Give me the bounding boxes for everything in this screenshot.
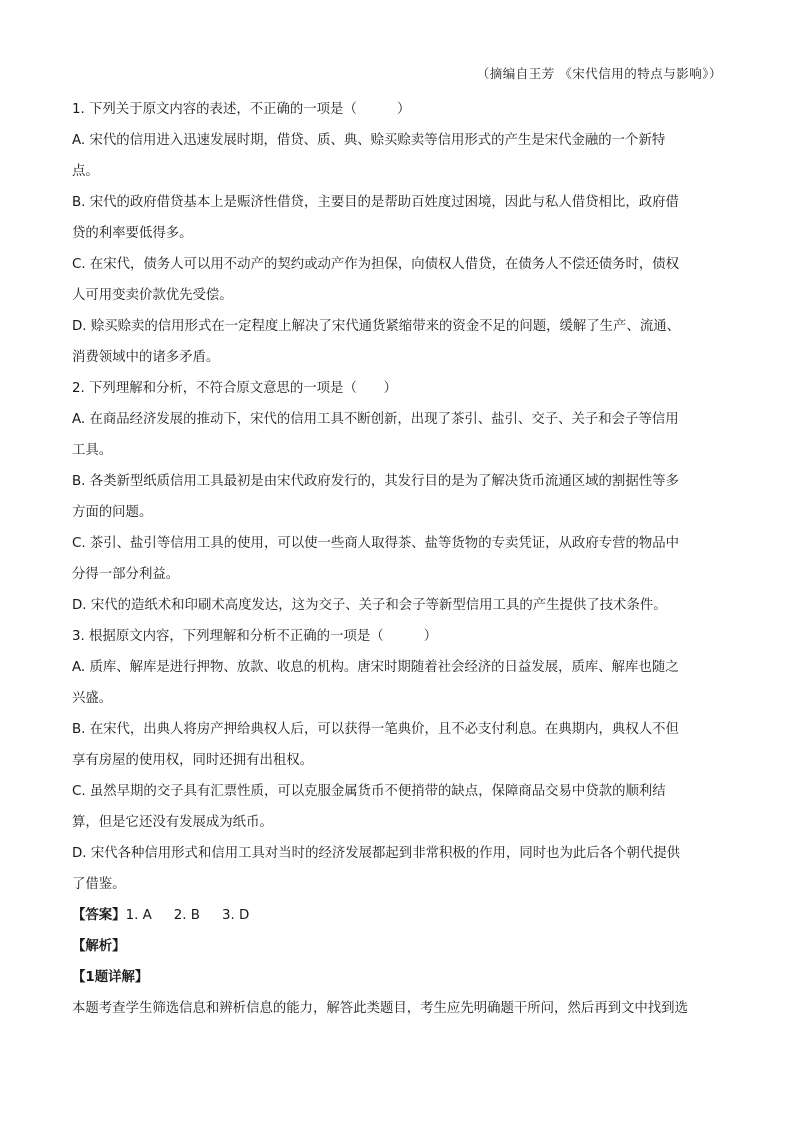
q1-option-b-cont: 贷的利率要低得多。 — [72, 226, 193, 241]
q1-option-d: D. 赊买赊卖的信用形式在一定程度上解决了宋代通货紧缩带来的资金不足的问题，缓解了生产、流通、 — [72, 319, 681, 334]
q2-option-a-cont: 工具。 — [72, 443, 113, 458]
q1-option-c-cont: 人可用变卖价款优先受偿。 — [72, 288, 233, 303]
q2-option-c-cont: 分得一部分利益。 — [72, 567, 180, 582]
q2-option-a: A. 在商品经济发展的推动下，宋代的信用工具不断创新，出现了茶引、盐引、交子、关子和会子等信用 — [72, 412, 679, 427]
q1-option-b: B. 宋代的政府借贷基本上是赈济性借贷，主要目的是帮助百姓度过困境，因此与私人借贷相比，政府借 — [72, 195, 679, 210]
source-citation: （摘编自王芳 《宋代信用的特点与影响》） — [476, 66, 722, 81]
answer-item-1: 1. A — [125, 908, 152, 923]
q3-option-b-cont: 享有房屋的使用权，同时还拥有出租权。 — [72, 753, 314, 768]
q2-option-d: D. 宋代的造纸术和印刷术高度发达，这为交子、关子和会子等新型信用工具的产生提供了技术条件。 — [72, 598, 667, 613]
q3-option-a-cont: 兴盛。 — [72, 691, 113, 706]
answer-label: 【答案】 — [72, 908, 126, 923]
q1-option-a: A. 宋代的信用进入迅速发展时期，借贷、质、典、赊买赊卖等信用形式的产生是宋代金融的一个新特 — [72, 133, 666, 148]
detail-text: 本题考查学生筛选信息和辨析信息的能力，解答此类题目，考生应先明确题干所问，然后再到文中找到选 — [72, 1001, 688, 1016]
answer-item-2: 2. B — [173, 908, 200, 923]
q1-option-d-cont: 消费领域中的诸多矛盾。 — [72, 350, 220, 365]
q2-option-b-cont: 方面的问题。 — [72, 505, 153, 520]
q3-option-a: A. 质库、解库是进行押物、放款、收息的机构。唐宋时期随着社会经济的日益发展，质库、解库也随之 — [72, 660, 679, 675]
document-page — [72, 64, 722, 1024]
q2-option-c: C. 茶引、盐引等信用工具的使用，可以使一些商人取得茶、盐等货物的专卖凭证，从政府专营的物品中 — [72, 536, 680, 551]
q2-option-b: B. 各类新型纸质信用工具最初是由宋代政府发行的，其发行目的是为了解决货币流通区域的割据性等多 — [72, 474, 679, 489]
q3-option-d: D. 宋代各种信用形式和信用工具对当时的经济发展都起到非常积极的作用，同时也为此后各个朝代提供 — [72, 846, 681, 861]
q1-option-a-cont: 点。 — [72, 164, 99, 179]
q3-stem: 3. 根据原文内容，下列理解和分析不正确的一项是（ ） — [72, 629, 438, 644]
answer-item-3: 3. D — [222, 908, 250, 923]
analysis-label: 【解析】 — [72, 939, 126, 954]
q3-option-b: B. 在宋代，出典人将房产押给典权人后，可以获得一笔典价，且不必支付利息。在典期内，典权人不但 — [72, 722, 679, 737]
q3-option-c-cont: 算，但是它还没有发展成为纸币。 — [72, 815, 273, 830]
q3-option-c: C. 虽然早期的交子具有汇票性质，可以克服金属货币不便捎带的缺点，保障商品交易中贷款的顺利结 — [72, 784, 666, 799]
q2-stem: 2. 下列理解和分析，不符合原文意思的一项是（ ） — [72, 381, 398, 396]
q1-stem: 1. 下列关于原文内容的表述，不正确的一项是（ ） — [72, 102, 411, 117]
q1-option-c: C. 在宋代，债务人可以用不动产的契约或动产作为担保，向债权人借贷，在债务人不偿还债务时，债权 — [72, 257, 680, 272]
detail-label: 【1题详解】 — [72, 970, 149, 985]
answer-line — [72, 900, 722, 931]
q3-option-d-cont: 了借鉴。 — [72, 877, 126, 892]
